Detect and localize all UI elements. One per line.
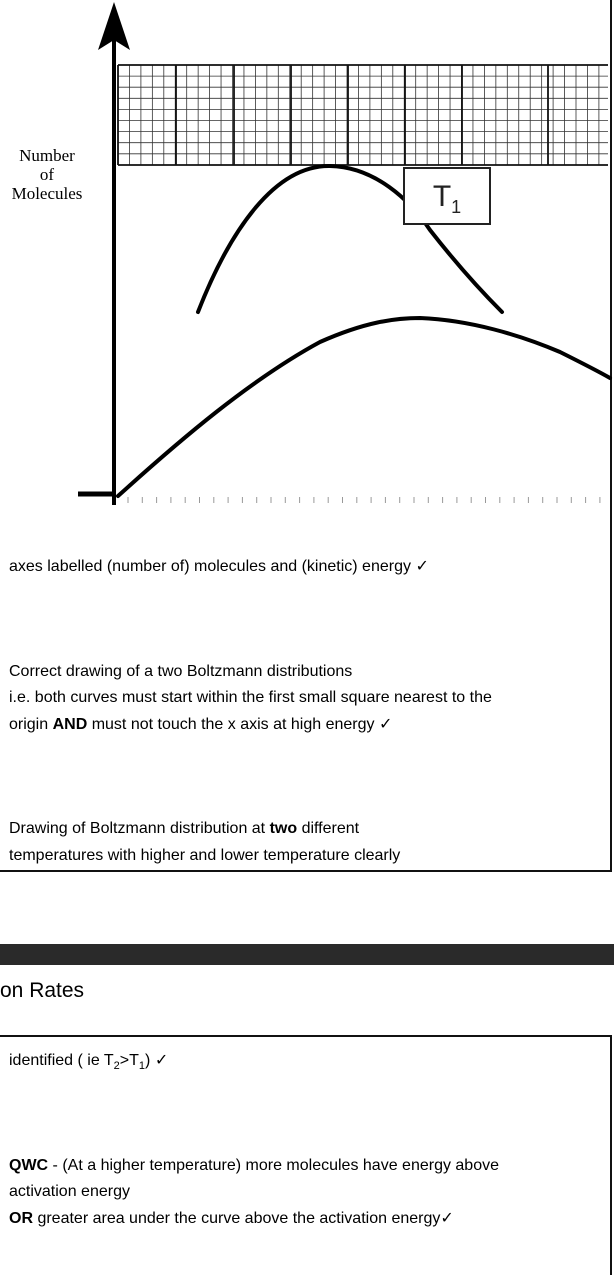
- x-axis-ticks: [128, 497, 600, 503]
- mark-text-or-body: greater area under the curve above the activation energy: [33, 1210, 441, 1227]
- mark-point-axes: [9, 553, 429, 580]
- mark-point-two-temps-2: temperatures with higher and lower temperature clearly: [9, 847, 401, 864]
- mark-text-two: two: [269, 820, 298, 837]
- graph-grid-major: [118, 65, 608, 165]
- mark-point-qwc-1: [9, 1153, 499, 1179]
- mark-text-close: ): [145, 1052, 155, 1069]
- subscript-1: 1: [138, 1060, 146, 1073]
- checkmark-icon: ✓: [415, 556, 429, 575]
- mark-point-qwc-2: activation energy: [9, 1183, 130, 1200]
- mark-text-qwc: QWC: [9, 1157, 49, 1174]
- mark-text-different: different: [297, 820, 360, 837]
- curve-label-subscript: 1: [451, 197, 462, 217]
- mark-point-identified: [9, 1047, 168, 1079]
- section-heading: on Rates: [0, 979, 85, 1002]
- y-axis-label: [4, 146, 90, 203]
- curve-label-letter: T: [432, 180, 452, 213]
- y-label-line-2: of: [39, 165, 55, 184]
- mark-text-identified: identified ( ie T: [9, 1052, 114, 1069]
- y-label-line-3: Molecules: [11, 184, 83, 203]
- mark-point-drawing-2: i.e. both curves must start within the first small square nearest to the: [9, 689, 492, 706]
- boltzmann-graph: [0, 0, 614, 520]
- mark-text-drawing: Drawing of Boltzmann distribution at: [9, 820, 270, 837]
- mark-point-drawing-1: Correct drawing of a two Boltzmann distributions: [9, 663, 353, 680]
- y-label-line-1: Number: [19, 146, 75, 165]
- checkmark-icon: ✓: [440, 1208, 454, 1227]
- mark-point-drawing-3: [9, 711, 392, 738]
- curve-label-t1: [403, 167, 491, 225]
- subscript-2: 2: [113, 1060, 120, 1073]
- mark-text-xaxis: must not touch the x axis at high energy: [87, 716, 379, 733]
- mark-text-origin: origin: [9, 716, 53, 733]
- graph-grid: [118, 65, 608, 165]
- mark-text-or: OR: [9, 1210, 33, 1227]
- checkmark-icon: ✓: [154, 1050, 169, 1069]
- mark-text-and: AND: [52, 716, 88, 733]
- mark-point-two-temps-1: [9, 816, 359, 842]
- mark-text-gt: >T: [119, 1052, 139, 1069]
- curve-t2: [118, 318, 610, 496]
- checkmark-icon: ✓: [378, 714, 393, 733]
- mark-text-axes: axes labelled (number of) molecules and (kinetic) energy: [9, 558, 411, 575]
- mark-point-or: [9, 1205, 454, 1232]
- section-header-band: [0, 944, 614, 965]
- mark-text-qwc-body: - (At a higher temperature) more molecules have energy above: [48, 1157, 499, 1174]
